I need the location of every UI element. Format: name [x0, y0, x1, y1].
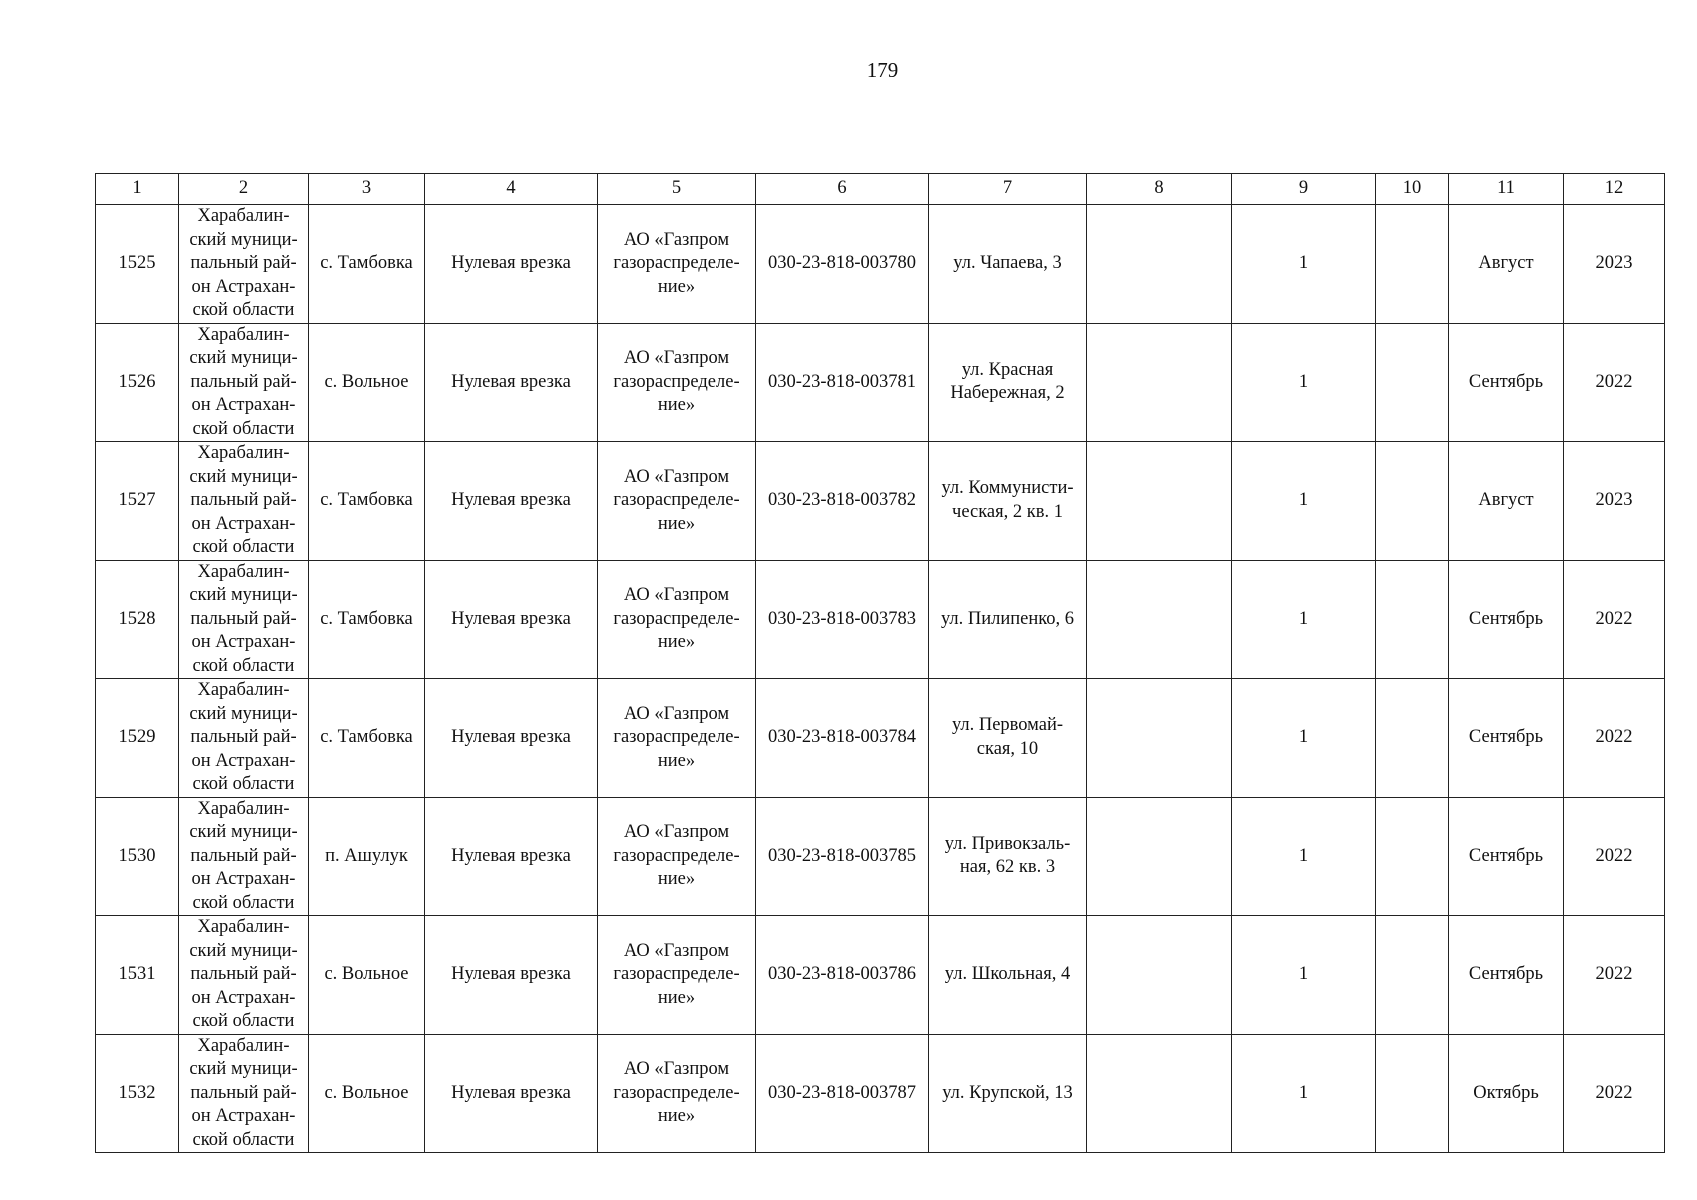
address-cell: [929, 679, 1087, 798]
row-number-cell: 1525: [96, 205, 179, 324]
column-header: 6: [756, 174, 929, 205]
month-cell: Август: [1449, 442, 1564, 561]
district-cell-line: ской области: [192, 1129, 295, 1150]
district-cell-line: ской области: [192, 300, 295, 320]
table-row: [96, 560, 1665, 679]
month-cell: Сентябрь: [1449, 560, 1564, 679]
district-cell-line: пальный рай-: [190, 371, 297, 392]
table-row: [96, 205, 1665, 324]
table-row: [96, 797, 1665, 916]
address-cell: [929, 916, 1087, 1035]
organization-cell-line: газораспределе-: [613, 1082, 740, 1103]
row-number-cell: 1530: [96, 797, 179, 916]
organization-cell: [598, 323, 756, 442]
district-cell: [179, 1034, 309, 1153]
year-cell: 2022: [1564, 679, 1665, 798]
column-header: 8: [1087, 174, 1232, 205]
column-10-cell: [1376, 442, 1449, 561]
column-8-cell: [1087, 679, 1232, 798]
district-cell-line: он Астрахан-: [191, 632, 296, 652]
district-cell: [179, 323, 309, 442]
district-cell-line: Харабалин-: [197, 443, 290, 463]
connection-type-cell: Нулевая врезка: [425, 1034, 598, 1153]
organization-cell: [598, 560, 756, 679]
district-cell-line: пальный рай-: [190, 1082, 297, 1103]
column-header: 7: [929, 174, 1087, 205]
year-cell: 2023: [1564, 442, 1665, 561]
address-cell-line: ул. Чапаева, 3: [953, 253, 1062, 273]
quantity-cell: 1: [1232, 916, 1376, 1035]
district-cell: [179, 916, 309, 1035]
district-cell-line: ский муници-: [189, 229, 298, 250]
district-cell-line: он Астрахан-: [191, 513, 296, 534]
organization-cell-line: АО «Газпром: [623, 703, 730, 724]
object-code-cell: 030-23-818-003784: [756, 679, 929, 798]
locality-cell: с. Тамбовка: [309, 679, 425, 798]
year-cell: 2023: [1564, 205, 1665, 324]
column-8-cell: [1087, 205, 1232, 324]
locality-cell: с. Вольное: [309, 916, 425, 1035]
address-cell: [929, 1034, 1087, 1153]
district-cell-line: он Астрахан-: [191, 750, 296, 771]
connection-type-cell: Нулевая врезка: [425, 205, 598, 324]
column-8-cell: [1087, 797, 1232, 916]
organization-cell-line: ние»: [657, 276, 696, 297]
column-10-cell: [1376, 916, 1449, 1035]
organization-cell-line: ние»: [657, 1106, 696, 1126]
column-10-cell: [1376, 797, 1449, 916]
object-code-cell: 030-23-818-003781: [756, 323, 929, 442]
district-cell-line: пальный рай-: [190, 490, 297, 510]
table-row: [96, 916, 1665, 1035]
organization-cell-line: газораспределе-: [613, 964, 740, 984]
district-cell: [179, 560, 309, 679]
organization-cell: [598, 679, 756, 798]
organization-cell-line: газораспределе-: [613, 253, 740, 273]
column-header: 3: [309, 174, 425, 205]
locality-cell: с. Вольное: [309, 1034, 425, 1153]
address-cell: [929, 442, 1087, 561]
district-cell-line: пальный рай-: [190, 727, 297, 747]
district-cell-line: Харабалин-: [197, 680, 290, 700]
column-10-cell: [1376, 679, 1449, 798]
district-cell-line: ской области: [192, 892, 295, 913]
page-number: 179: [866, 58, 899, 82]
district-cell-line: ский муници-: [189, 1059, 298, 1079]
row-number-cell: 1531: [96, 916, 179, 1035]
address-cell-line: ская, 10: [976, 738, 1039, 759]
district-cell-line: ской области: [192, 655, 295, 676]
quantity-cell: 1: [1232, 1034, 1376, 1153]
district-cell: [179, 442, 309, 561]
organization-cell-line: АО «Газпром: [623, 585, 730, 605]
year-cell: 2022: [1564, 323, 1665, 442]
year-cell: 2022: [1564, 560, 1665, 679]
column-header: 12: [1564, 174, 1665, 205]
month-cell: Октябрь: [1449, 1034, 1564, 1153]
column-header: 2: [179, 174, 309, 205]
district-cell-line: он Астрахан-: [191, 869, 296, 889]
month-cell: Сентябрь: [1449, 323, 1564, 442]
object-code-cell: 030-23-818-003786: [756, 916, 929, 1035]
row-number-cell: 1532: [96, 1034, 179, 1153]
district-cell-line: пальный рай-: [190, 964, 297, 984]
column-header: 1: [96, 174, 179, 205]
address-cell: [929, 205, 1087, 324]
object-code-cell: 030-23-818-003780: [756, 205, 929, 324]
column-8-cell: [1087, 323, 1232, 442]
column-8-cell: [1087, 916, 1232, 1035]
organization-cell: [598, 797, 756, 916]
organization-cell-line: АО «Газпром: [623, 1059, 730, 1079]
object-code-cell: 030-23-818-003783: [756, 560, 929, 679]
district-cell-line: ский муници-: [189, 940, 298, 961]
column-8-cell: [1087, 560, 1232, 679]
row-number-cell: 1527: [96, 442, 179, 561]
district-cell-line: Харабалин-: [197, 206, 290, 226]
object-code-cell: 030-23-818-003785: [756, 797, 929, 916]
registry-table: [95, 173, 1665, 1153]
column-header: 5: [598, 174, 756, 205]
district-cell: [179, 797, 309, 916]
connection-type-cell: Нулевая врезка: [425, 323, 598, 442]
organization-cell-line: газораспределе-: [613, 371, 740, 392]
column-10-cell: [1376, 560, 1449, 679]
address-cell-line: ул. Привокзаль-: [944, 833, 1071, 854]
table-row: [96, 323, 1665, 442]
organization-cell: [598, 1034, 756, 1153]
organization-cell-line: ние»: [657, 987, 696, 1008]
district-cell: [179, 679, 309, 798]
organization-cell: [598, 916, 756, 1035]
month-cell: Сентябрь: [1449, 916, 1564, 1035]
quantity-cell: 1: [1232, 797, 1376, 916]
organization-cell-line: ние»: [657, 869, 696, 889]
organization-cell-line: АО «Газпром: [623, 229, 730, 250]
address-cell-line: ческая, 2 кв. 1: [952, 501, 1063, 522]
month-cell: Сентябрь: [1449, 797, 1564, 916]
object-code-cell: 030-23-818-003782: [756, 442, 929, 561]
district-cell-line: он Астрахан-: [191, 395, 296, 415]
address-cell-line: Набережная, 2: [950, 383, 1065, 404]
column-header: 4: [425, 174, 598, 205]
district-cell-line: пальный рай-: [190, 845, 297, 866]
district-cell-line: Харабалин-: [197, 324, 290, 345]
object-code-cell: 030-23-818-003787: [756, 1034, 929, 1153]
district-cell-line: Харабалин-: [197, 798, 290, 819]
locality-cell: с. Тамбовка: [309, 442, 425, 561]
address-cell-line: ул. Пилипенко, 6: [940, 608, 1075, 629]
address-cell-line: ул. Коммунисти-: [941, 478, 1074, 499]
column-header: 10: [1376, 174, 1449, 205]
district-cell-line: пальный рай-: [190, 608, 297, 629]
district-cell-line: ской области: [192, 418, 295, 439]
district-cell-line: он Астрахан-: [191, 1106, 296, 1126]
organization-cell-line: газораспределе-: [613, 845, 740, 866]
row-number-cell: 1526: [96, 323, 179, 442]
district-cell-line: ский муници-: [189, 466, 298, 487]
quantity-cell: 1: [1232, 442, 1376, 561]
organization-cell-line: АО «Газпром: [623, 822, 730, 842]
address-cell-line: ул. Школьная, 4: [944, 964, 1071, 984]
connection-type-cell: Нулевая врезка: [425, 797, 598, 916]
quantity-cell: 1: [1232, 560, 1376, 679]
year-cell: 2022: [1564, 797, 1665, 916]
organization-cell-line: АО «Газпром: [623, 466, 730, 487]
column-header: 9: [1232, 174, 1376, 205]
table-row: [96, 1034, 1665, 1153]
organization-cell: [598, 205, 756, 324]
organization-cell-line: АО «Газпром: [623, 940, 730, 961]
address-cell: [929, 323, 1087, 442]
locality-cell: п. Ашулук: [309, 797, 425, 916]
address-cell-line: ул. Первомай-: [951, 715, 1064, 736]
organization-cell-line: ние»: [657, 750, 696, 771]
district-cell-line: пальный рай-: [190, 253, 297, 273]
column-8-cell: [1087, 442, 1232, 561]
table-row: [96, 679, 1665, 798]
table-row: [96, 442, 1665, 561]
district-cell-line: ской области: [192, 537, 295, 557]
address-cell-line: ная, 62 кв. 3: [959, 857, 1056, 878]
row-number-cell: 1528: [96, 560, 179, 679]
month-cell: Август: [1449, 205, 1564, 324]
district-cell-line: ской области: [192, 1011, 295, 1031]
column-10-cell: [1376, 1034, 1449, 1153]
organization-cell-line: газораспределе-: [613, 490, 740, 510]
locality-cell: с. Тамбовка: [309, 205, 425, 324]
district-cell: [179, 205, 309, 324]
organization-cell: [598, 442, 756, 561]
connection-type-cell: Нулевая врезка: [425, 442, 598, 561]
organization-cell-line: газораспределе-: [613, 727, 740, 747]
address-cell-line: ул. Красная: [961, 359, 1054, 380]
column-8-cell: [1087, 1034, 1232, 1153]
district-cell-line: он Астрахан-: [191, 276, 296, 297]
column-header: 11: [1449, 174, 1564, 205]
district-cell-line: ской области: [192, 774, 295, 794]
district-cell-line: ский муници-: [189, 822, 298, 842]
column-10-cell: [1376, 205, 1449, 324]
address-cell-line: ул. Крупской, 13: [942, 1082, 1073, 1103]
connection-type-cell: Нулевая врезка: [425, 916, 598, 1035]
organization-cell-line: ние»: [657, 395, 696, 415]
district-cell-line: Харабалин-: [197, 1035, 290, 1056]
connection-type-cell: Нулевая врезка: [425, 679, 598, 798]
header-row: [96, 174, 1665, 205]
quantity-cell: 1: [1232, 205, 1376, 324]
locality-cell: с. Вольное: [309, 323, 425, 442]
row-number-cell: 1529: [96, 679, 179, 798]
quantity-cell: 1: [1232, 679, 1376, 798]
address-cell: [929, 797, 1087, 916]
connection-type-cell: Нулевая врезка: [425, 560, 598, 679]
organization-cell-line: АО «Газпром: [623, 348, 730, 368]
district-cell-line: Харабалин-: [197, 561, 290, 582]
organization-cell-line: газораспределе-: [613, 608, 740, 629]
organization-cell-line: ние»: [657, 632, 696, 652]
month-cell: Сентябрь: [1449, 679, 1564, 798]
district-cell-line: Харабалин-: [197, 917, 290, 937]
year-cell: 2022: [1564, 916, 1665, 1035]
district-cell-line: ский муници-: [189, 585, 298, 605]
locality-cell: с. Тамбовка: [309, 560, 425, 679]
organization-cell-line: ние»: [657, 513, 696, 534]
district-cell-line: ский муници-: [189, 703, 298, 724]
address-cell: [929, 560, 1087, 679]
year-cell: 2022: [1564, 1034, 1665, 1153]
district-cell-line: он Астрахан-: [191, 987, 296, 1008]
column-10-cell: [1376, 323, 1449, 442]
district-cell-line: ский муници-: [189, 348, 298, 368]
quantity-cell: 1: [1232, 323, 1376, 442]
